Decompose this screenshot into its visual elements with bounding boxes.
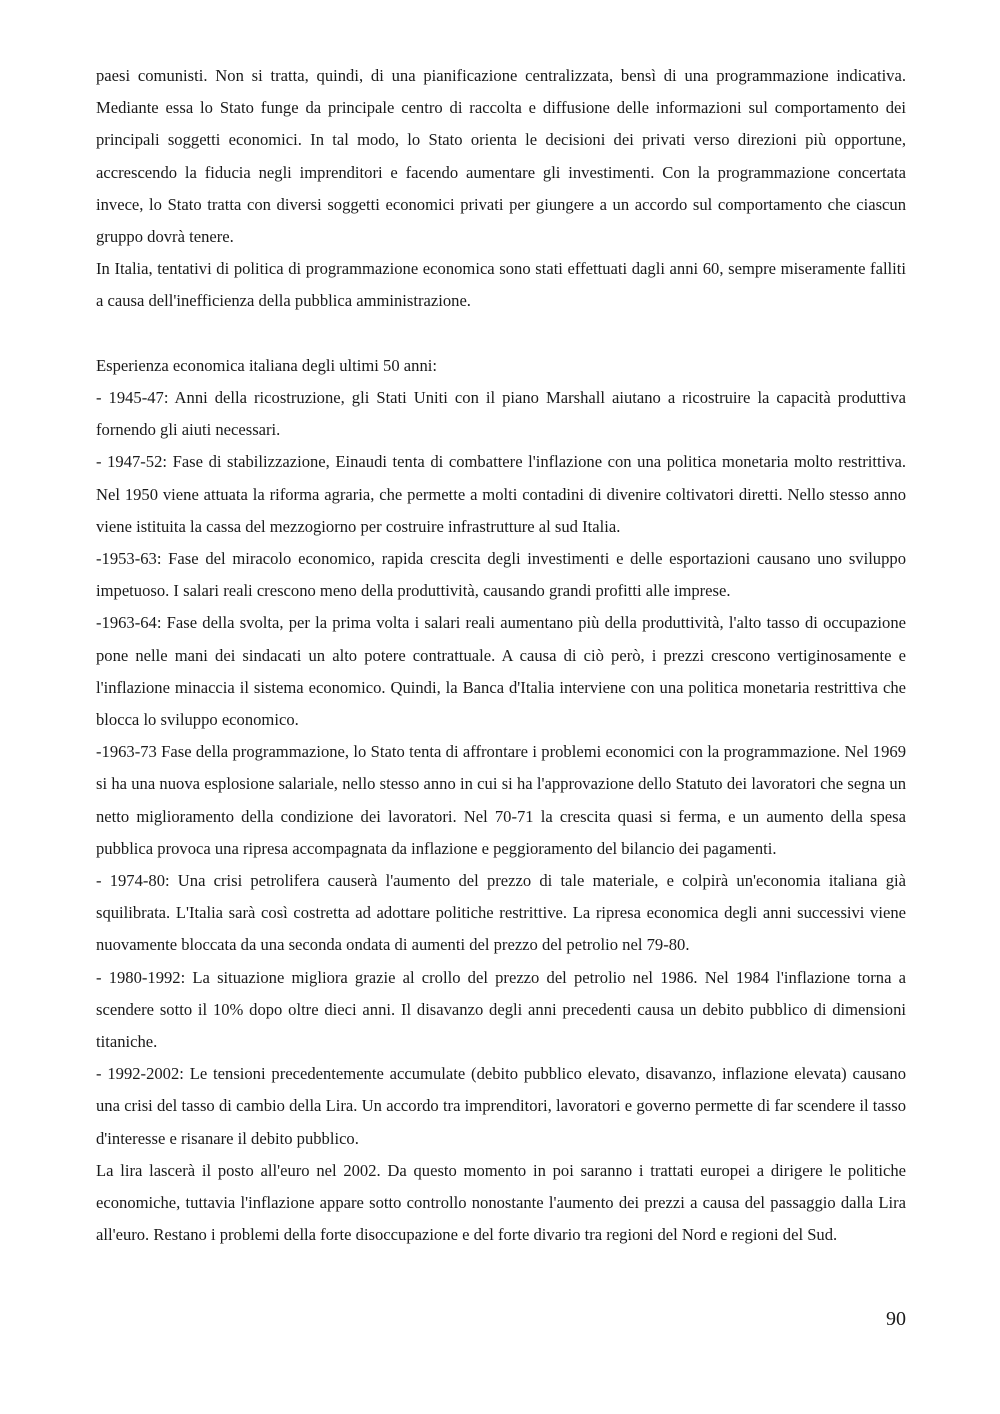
page-body	[96, 60, 906, 1252]
page-number: 90	[886, 1308, 906, 1330]
timeline-item-1953-63: -1953-63: Fase del miracolo economico, rapida crescita degli investimenti e delle esportazioni causano uno sviluppo impetuoso. I salari reali crescono meno della produttività, causando grandi profitti alle imprese.	[96, 549, 906, 601]
timeline-item-1974-80: - 1974-80: Una crisi petrolifera causerà l'aumento del prezzo di tale materiale, e colpirà un'economia italiana già squilibrata. L'Italia sarà così costretta ad adottare politiche restrittive. La ripresa economica degli anni successivi viene nuovamente bloccata da una seconda ondata di aumenti del prezzo del petrolio nel 79-80.	[96, 871, 906, 955]
timeline-item-1947-52: - 1947-52: Fase di stabilizzazione, Einaudi tenta di combattere l'inflazione con una politica monetaria molto restrittiva. Nel 1950 viene attuata la riforma agraria, che permette a molti contadini di divenire coltivatori diretti. Nello stesso anno viene istituita la cassa del mezzogiorno per costruire infrastrutture al sud Italia.	[96, 452, 906, 536]
timeline-item-1945-47: - 1945-47: Anni della ricostruzione, gli Stati Uniti con il piano Marshall aiutano a ricostruire la capacità produttiva fornendo gli aiuti necessari.	[96, 388, 906, 440]
timeline-item-1963-73: -1963-73 Fase della programmazione, lo Stato tenta di affrontare i problemi economici con la programmazione. Nel 1969 si ha una nuova esplosione salariale, nello stesso anno in cui si ha l'approvazione dello Statuto dei lavoratori che segna un netto miglioramento della condizione dei lavoratori. Nel 70-71 la crescita quasi si ferma, e un aumento della spesa pubblica provoca una ripresa accompagnata da inflazione e peggioramento del bilancio dei pagamenti.	[96, 742, 906, 858]
paragraph-spacer	[96, 318, 906, 350]
timeline-item-1963-64: -1963-64: Fase della svolta, per la prima volta i salari reali aumentano più della produttività, l'alto tasso di occupazione pone nelle mani dei sindacati un alto potere contrattuale. A causa di ciò però, i prezzi crescono vertiginosamente e l'inflazione minaccia il sistema economico. Quindi, la Banca d'Italia interviene con una politica monetaria restrittiva che blocca lo sviluppo economico.	[96, 613, 906, 730]
body-paragraph-italia: In Italia, tentativi di politica di programmazione economica sono stati effettuati dagli anni 60, sempre miseramente falliti a causa dell'inefficienza della pubblica amministrazione.	[96, 259, 906, 311]
timeline-item-1980-1992: - 1980-1992: La situazione migliora grazie al crollo del prezzo del petrolio nel 1986. Nel 1984 l'inflazione torna a scendere sotto il 10% dopo oltre dieci anni. Il disavanzo degli anni precedenti causa un debito pubblico di dimensioni titaniche.	[96, 967, 906, 1052]
body-paragraph-programmazione: paesi comunisti. Non si tratta, quindi, di una pianificazione centralizzata, bensì di una programmazione indicativa. Mediante essa lo Stato funge da principale centro di raccolta e diffusione delle informazioni sul comportamento dei principali soggetti economici. In tal modo, lo Stato orienta le decisioni dei privati verso direzioni più opportune, accrescendo la fiducia negli imprenditori e facendo aumentare gli investimenti. Con la programmazione concertata invece, lo Stato tratta con diversi soggetti economici privati per giungere a un accordo sul comportamento che ciascun gruppo dovrà tenere.	[96, 66, 906, 247]
section-heading: Esperienza economica italiana degli ultimi 50 anni:	[96, 355, 437, 375]
timeline-item-1992-2002: - 1992-2002: Le tensioni precedentemente accumulate (debito pubblico elevato, disavanzo, inflazione elevata) causano una crisi del tasso di cambio della Lira. Un accordo tra imprenditori, lavoratori e governo permette di far scendere il tasso d'interesse e risanare il debito pubblico.	[96, 1064, 906, 1148]
closing-paragraph: La lira lascerà il posto all'euro nel 2002. Da questo momento in poi saranno i trattati europei a dirigere le politiche economiche, tuttavia l'inflazione appare sotto controllo nonostante l'aumento dei prezzi a causa del passaggio dalla Lira all'euro. Restano i problemi della forte disoccupazione e del forte divario tra regioni del Nord e regioni del Sud.	[96, 1160, 906, 1245]
